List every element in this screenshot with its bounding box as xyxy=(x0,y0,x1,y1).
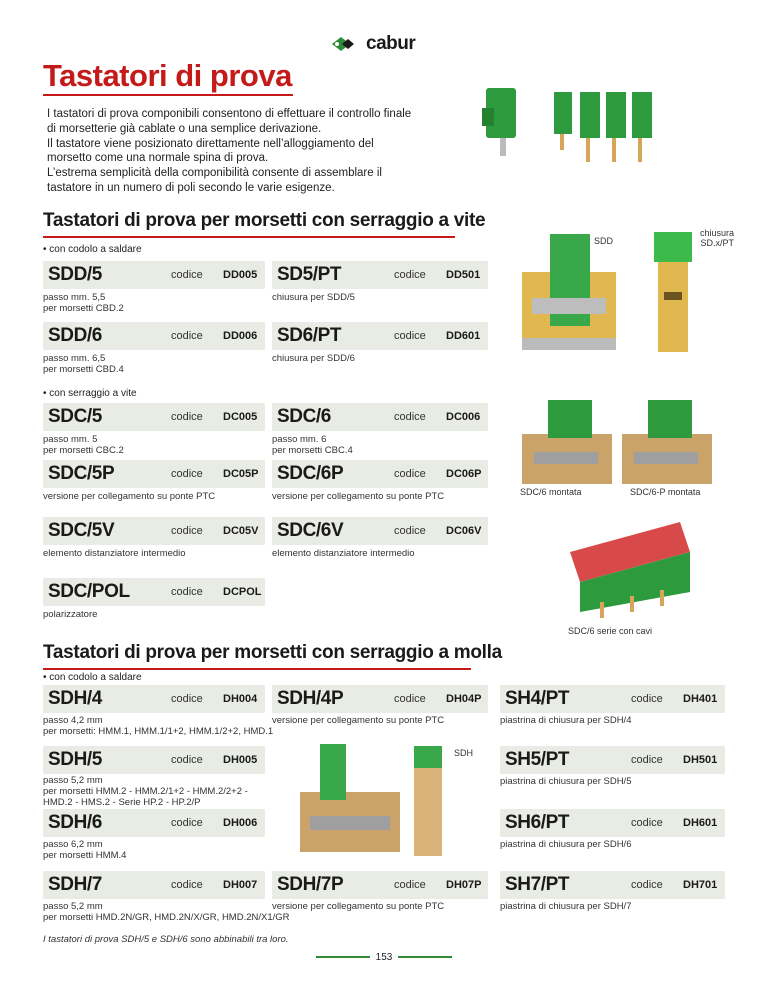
product-code: DH07P xyxy=(446,879,482,891)
intro-paragraph: Il tastatore viene posizionato direttamente nell’alloggiamento del morsetto come una normale spina di prova. xyxy=(47,137,374,165)
code-label: codice xyxy=(171,754,203,766)
code-label: codice xyxy=(171,586,203,598)
desc-line: versione per collegamento su ponte PTC xyxy=(272,491,445,502)
product-code: DD601 xyxy=(446,330,481,342)
product-card-sdh4p xyxy=(272,685,488,713)
product-desc-sd6pt xyxy=(272,353,355,364)
product-desc-sdh7 xyxy=(43,901,290,923)
product-name: SDC/5 xyxy=(48,406,102,427)
sdc6p-mounted-illustration xyxy=(618,396,716,486)
product-code: DH04P xyxy=(446,693,482,705)
desc-line: per morsetti HMM.4 xyxy=(43,850,127,861)
section-underline xyxy=(43,236,455,238)
caption-sdc6p-montata: SDC/6-P montata xyxy=(630,487,701,497)
product-card-sdc6p xyxy=(272,460,488,488)
product-card-sh4pt xyxy=(500,685,725,713)
code-label: codice xyxy=(631,817,663,829)
caption-sdc6-cavi: SDC/6 serie con cavi xyxy=(568,626,653,636)
product-desc-sh6pt xyxy=(500,839,631,850)
product-code: DC006 xyxy=(446,411,481,423)
product-name: SDD/5 xyxy=(48,264,102,285)
code-label: codice xyxy=(171,525,203,537)
product-code: DD501 xyxy=(446,269,481,281)
sdc6-mounted-illustration xyxy=(518,396,616,486)
product-code: DH501 xyxy=(683,754,718,766)
product-card-sdh4 xyxy=(43,685,265,713)
product-desc-sdc6 xyxy=(272,434,353,456)
title-underline xyxy=(43,94,293,96)
product-code: DH005 xyxy=(223,754,258,766)
code-label: codice xyxy=(631,754,663,766)
desc-line: elemento distanziatore intermedio xyxy=(43,548,186,559)
code-label: codice xyxy=(394,693,426,705)
product-code: DCPOL xyxy=(223,586,262,598)
bullet-screw: • con serraggio a vite xyxy=(43,388,137,399)
product-desc-sdd6 xyxy=(43,353,124,375)
product-desc-sdh5 xyxy=(43,775,248,808)
product-card-sd5pt xyxy=(272,261,488,289)
product-card-sdc5p xyxy=(43,460,265,488)
tester-photo-single xyxy=(474,80,534,160)
desc-line: per morsetti HMM.2 - HMM.2/1+2 - HMM.2/2+2 - xyxy=(43,786,248,797)
product-name: SDC/6P xyxy=(277,463,344,484)
code-label: codice xyxy=(394,525,426,537)
product-name: SDH/7P xyxy=(277,874,344,895)
section-underline xyxy=(43,668,471,670)
desc-line: per morsetti: HMM.1, HMM.1/1+2, HMM.1/2+2, HMD.1 xyxy=(43,726,274,737)
tester-photo-assembly xyxy=(548,86,658,168)
page-number-text: 153 xyxy=(375,951,393,963)
product-name: SDC/6 xyxy=(277,406,331,427)
product-card-sdc5v xyxy=(43,517,265,545)
product-card-sdc6v xyxy=(272,517,488,545)
page-number xyxy=(316,950,452,964)
product-card-sdh6 xyxy=(43,809,265,837)
footnote: I tastatori di prova SDH/5 e SDH/6 sono abbinabili tra loro. xyxy=(43,934,289,945)
product-name: SD5/PT xyxy=(277,264,342,285)
product-name: SH4/PT xyxy=(505,688,570,709)
product-card-sdh7p xyxy=(272,871,488,899)
desc-line: per morsetti CBD.2 xyxy=(43,303,124,314)
desc-line: per morsetti HMD.2N/GR, HMD.2N/X/GR, HMD.2N/X1/GR xyxy=(43,912,290,923)
code-label: codice xyxy=(394,269,426,281)
desc-line: versione per collegamento su ponte PTC xyxy=(272,715,445,726)
product-name: SDH/7 xyxy=(48,874,102,895)
product-card-sh7pt xyxy=(500,871,725,899)
product-name: SDC/5P xyxy=(48,463,115,484)
page-number-rule xyxy=(316,956,370,958)
sdh-terminal-illustration xyxy=(296,742,486,864)
intro-paragraph: I tastatori di prova componibili consentono di effettuare il controllo finale di morsetterie già cablate o una semplice derivazione. xyxy=(47,108,412,135)
cabur-logo-icon xyxy=(330,35,360,53)
product-name: SDH/4 xyxy=(48,688,102,709)
desc-line: passo mm. 6 xyxy=(272,434,327,445)
code-label: codice xyxy=(394,879,426,891)
product-name: SDD/6 xyxy=(48,325,102,346)
desc-line: passo 5,2 mm xyxy=(43,775,103,786)
caption-line: SD.x/PT xyxy=(700,238,735,248)
code-label: codice xyxy=(171,879,203,891)
desc-line: chiusura per SDD/6 xyxy=(272,353,355,364)
product-name: SH6/PT xyxy=(505,812,570,833)
product-desc-sdcpol xyxy=(43,609,97,620)
desc-line: elemento distanziatore intermedio xyxy=(272,548,415,559)
product-desc-sdc5v xyxy=(43,548,186,559)
product-card-sdc6 xyxy=(272,403,488,431)
product-card-sdh5 xyxy=(43,746,265,774)
desc-line: passo 6,2 mm xyxy=(43,839,103,850)
product-card-sdd5 xyxy=(43,261,265,289)
desc-line: HMD.2 - HMS.2 - Serie HP.2 - HP.2/P xyxy=(43,797,201,808)
product-name: SD6/PT xyxy=(277,325,342,346)
product-code: DH006 xyxy=(223,817,258,829)
product-desc-sh4pt xyxy=(500,715,631,726)
product-code: DC06V xyxy=(446,525,482,537)
bullet-solder-spring: • con codolo a saldare xyxy=(43,672,142,683)
product-card-sh6pt xyxy=(500,809,725,837)
brand-name: cabur xyxy=(366,33,416,54)
desc-line: per morsetti CBC.2 xyxy=(43,445,124,456)
code-label: codice xyxy=(394,330,426,342)
product-card-sdh7 xyxy=(43,871,265,899)
desc-line: passo mm. 5,5 xyxy=(43,292,106,303)
section-title-spring: Tastatori di prova per morsetti con serraggio a molla xyxy=(43,642,502,663)
product-desc-sdh6 xyxy=(43,839,126,861)
product-desc-sdc5p xyxy=(43,491,215,502)
product-card-sh5pt xyxy=(500,746,725,774)
caption-sdd: SDD xyxy=(594,236,614,246)
desc-line: versione per collegamento su ponte PTC xyxy=(272,901,445,912)
product-name: SH7/PT xyxy=(505,874,570,895)
desc-line: passo mm. 5 xyxy=(43,434,98,445)
caption-chiusura xyxy=(700,228,734,248)
brand-logo xyxy=(330,34,440,54)
product-desc-sdc6p xyxy=(272,491,444,502)
product-code: DH007 xyxy=(223,879,258,891)
desc-line: passo 4,2 mm xyxy=(43,715,103,726)
product-desc-sd5pt xyxy=(272,292,355,303)
product-code: DH004 xyxy=(223,693,258,705)
desc-line: piastrina di chiusura per SDH/5 xyxy=(500,776,632,787)
product-code: DD005 xyxy=(223,269,258,281)
product-name: SDC/6V xyxy=(277,520,344,541)
desc-line: passo mm. 6,5 xyxy=(43,353,106,364)
desc-line: per morsetti CBC.4 xyxy=(272,445,353,456)
product-code: DC05P xyxy=(223,468,259,480)
product-code: DC005 xyxy=(223,411,258,423)
code-label: codice xyxy=(171,817,203,829)
code-label: codice xyxy=(171,411,203,423)
code-label: codice xyxy=(171,693,203,705)
desc-line: passo 5,2 mm xyxy=(43,901,103,912)
product-desc-sdc5 xyxy=(43,434,124,456)
product-name: SH5/PT xyxy=(505,749,570,770)
code-label: codice xyxy=(631,693,663,705)
desc-line: polarizzatore xyxy=(43,609,98,620)
product-code: DC05V xyxy=(223,525,259,537)
desc-line: versione per collegamento su ponte PTC xyxy=(43,491,216,502)
sdd-terminal-illustration xyxy=(514,228,624,358)
chiusura-illustration xyxy=(654,232,694,358)
intro-text xyxy=(47,107,415,196)
product-name: SDH/4P xyxy=(277,688,344,709)
product-desc-sdh7p xyxy=(272,901,444,912)
intro-paragraph: L’estrema semplicità della componibilità consente di assemblare il tastatore in un numero di poli secondo le varie esigenze. xyxy=(47,167,382,194)
product-code: DH601 xyxy=(683,817,718,829)
product-name: SDC/5V xyxy=(48,520,115,541)
desc-line: piastrina di chiusura per SDH/6 xyxy=(500,839,632,850)
product-code: DD006 xyxy=(223,330,258,342)
product-card-sdc5 xyxy=(43,403,265,431)
code-label: codice xyxy=(171,330,203,342)
product-name: SDC/POL xyxy=(48,581,130,602)
caption-sdc6-montata: SDC/6 montata xyxy=(520,487,582,497)
code-label: codice xyxy=(631,879,663,891)
bullet-solder: • con codolo a saldare xyxy=(43,244,142,255)
product-name: SDH/5 xyxy=(48,749,102,770)
page-title: Tastatori di prova xyxy=(43,58,292,93)
sdc6-cables-illustration xyxy=(560,512,700,620)
caption-line: chiusura xyxy=(700,228,735,238)
product-desc-sh7pt xyxy=(500,901,631,912)
product-desc-sdh4p xyxy=(272,715,444,726)
desc-line: piastrina di chiusura per SDH/7 xyxy=(500,901,632,912)
code-label: codice xyxy=(394,468,426,480)
product-desc-sdh4 xyxy=(43,715,273,737)
code-label: codice xyxy=(171,468,203,480)
page-number-rule xyxy=(398,956,452,958)
desc-line: piastrina di chiusura per SDH/4 xyxy=(500,715,632,726)
section-title-screw: Tastatori di prova per morsetti con serraggio a vite xyxy=(43,210,486,231)
product-card-sd6pt xyxy=(272,322,488,350)
desc-line: chiusura per SDD/5 xyxy=(272,292,355,303)
product-name: SDH/6 xyxy=(48,812,102,833)
product-desc-sdc6v xyxy=(272,548,415,559)
product-card-sdcpol xyxy=(43,578,265,606)
product-desc-sh5pt xyxy=(500,776,631,787)
desc-line: per morsetti CBD.4 xyxy=(43,364,124,375)
product-card-sdd6 xyxy=(43,322,265,350)
code-label: codice xyxy=(394,411,426,423)
product-code: DH701 xyxy=(683,879,718,891)
product-code: DH401 xyxy=(683,693,718,705)
product-desc-sdd5 xyxy=(43,292,124,314)
caption-sdh: SDH xyxy=(454,748,474,758)
code-label: codice xyxy=(171,269,203,281)
product-code: DC06P xyxy=(446,468,482,480)
